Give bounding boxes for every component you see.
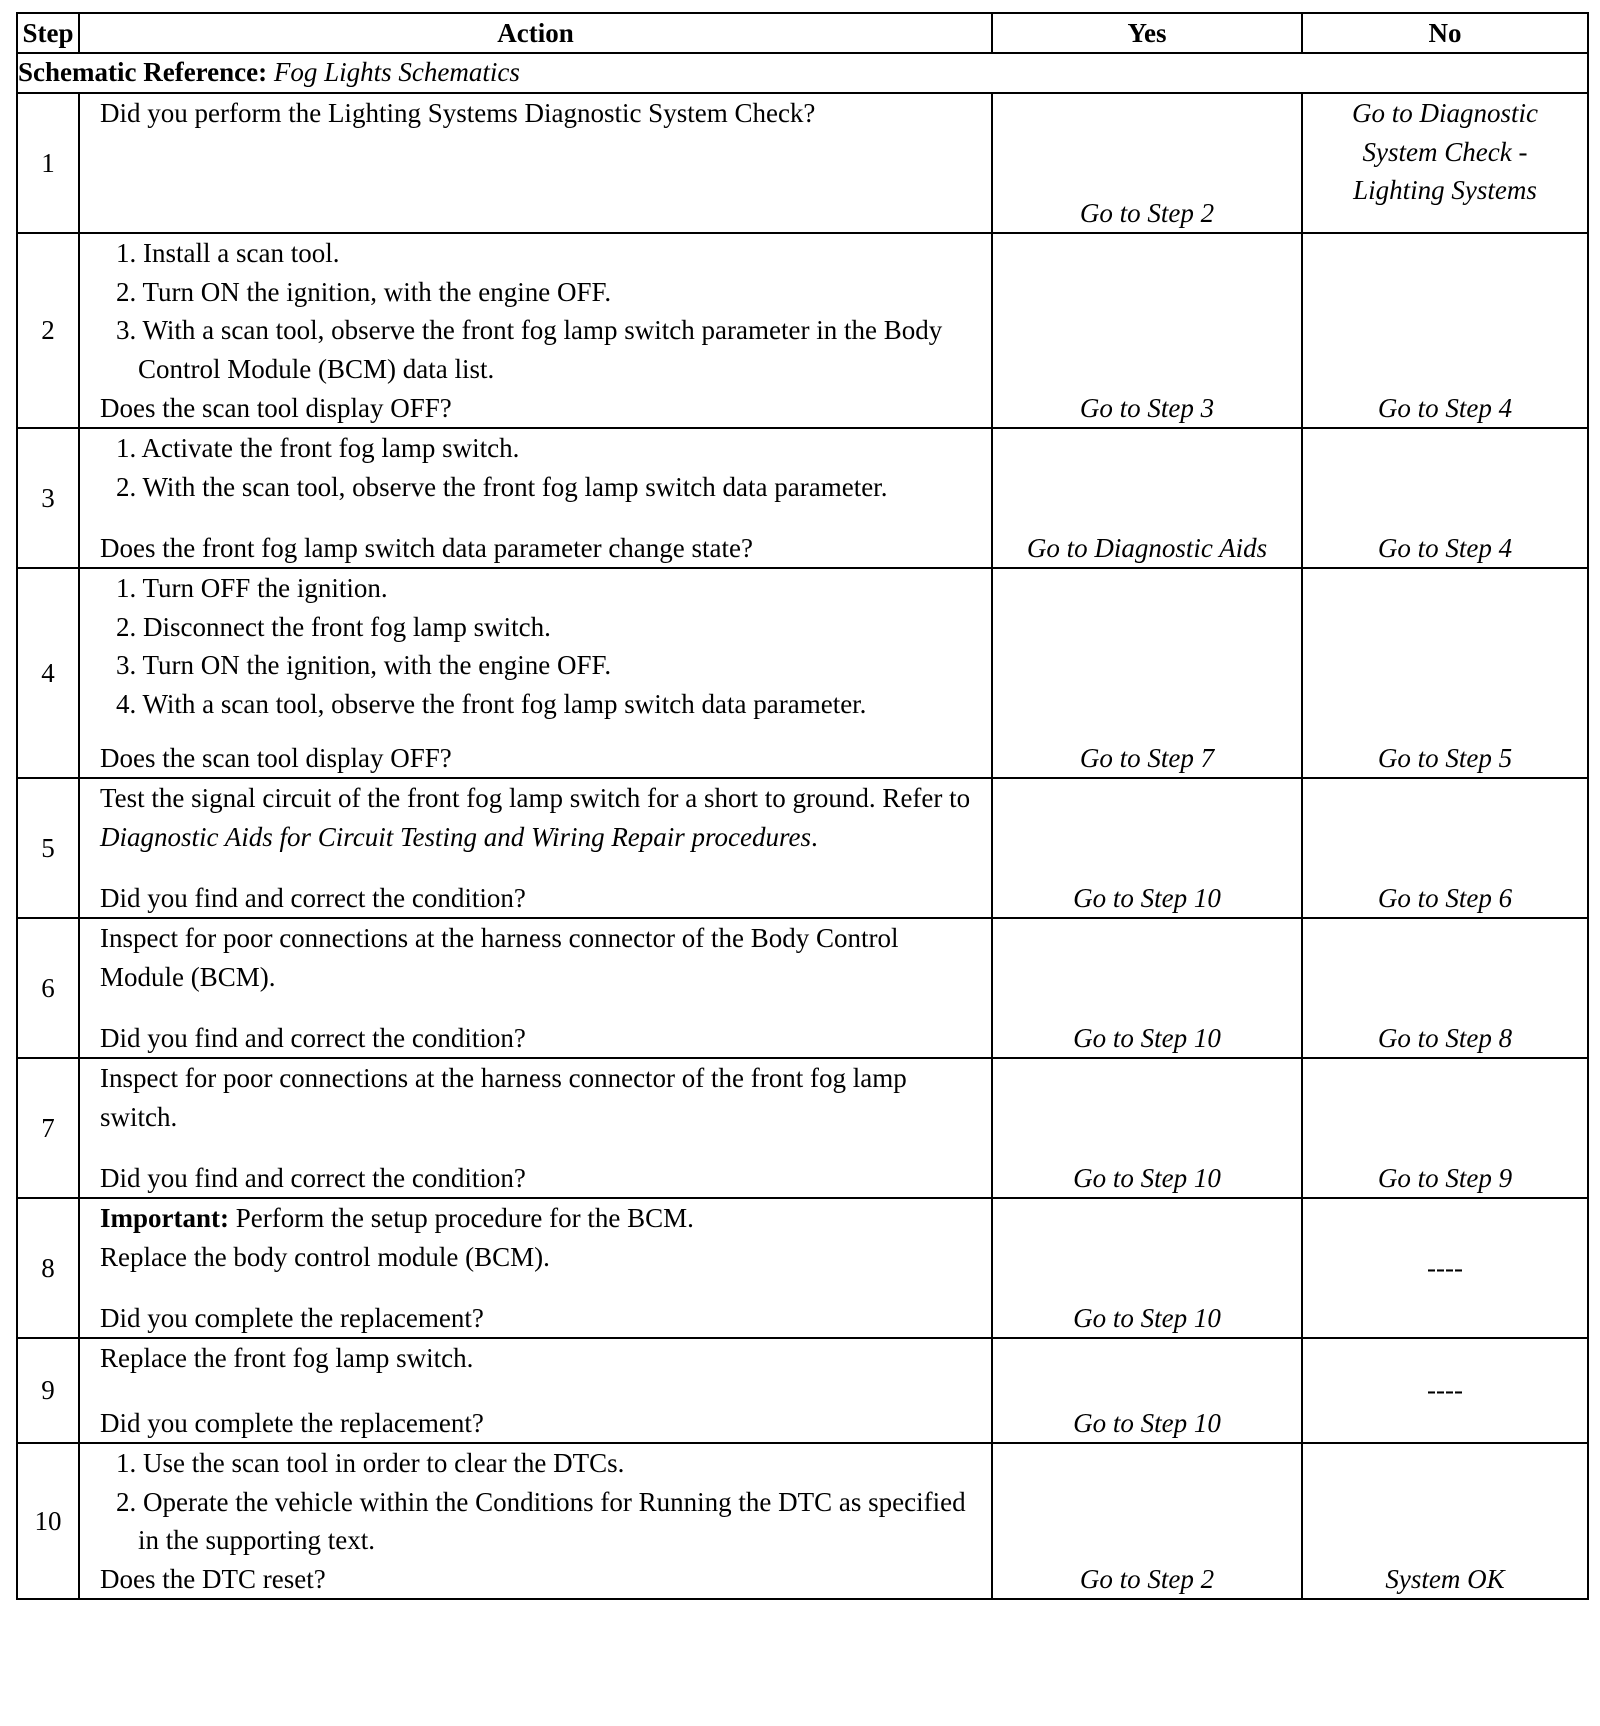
important-label: Important: [100, 1203, 229, 1233]
no-outcome: ---- [1302, 1198, 1588, 1338]
action-cell [79, 1443, 992, 1599]
action-text: Replace the body control module (BCM). [100, 1241, 550, 1272]
action-question: Did you find and correct the condition? [100, 1162, 526, 1193]
table-row [17, 778, 1588, 918]
schematic-reference-link[interactable]: Fog Lights Schematics [273, 57, 520, 87]
no-outcome[interactable] [1302, 93, 1588, 233]
action-question: Did you complete the replacement? [100, 1302, 484, 1333]
action-text [100, 779, 981, 856]
yes-outcome[interactable]: Go to Step 7 [992, 568, 1302, 778]
yes-outcome[interactable]: Go to Step 10 [992, 1058, 1302, 1198]
diagnostic-aids-link[interactable]: Diagnostic Aids for Circuit Testing and Wiring Repair procedures [100, 821, 812, 852]
table-row [17, 1443, 1588, 1599]
step-number: 3 [17, 428, 79, 568]
yes-outcome[interactable]: Go to Step 2 [992, 1443, 1302, 1599]
action-list-item: 4. With a scan tool, observe the front fog lamp switch data parameter. [116, 688, 867, 719]
action-text: Inspect for poor connections at the harness connector of the Body Control Module (BCM). [100, 923, 899, 992]
action-text-part: . [811, 821, 818, 852]
no-outcome[interactable]: System OK [1302, 1443, 1588, 1599]
step-number: 8 [17, 1198, 79, 1338]
action-list-item: 1. Use the scan tool in order to clear the DTCs. [116, 1448, 625, 1478]
yes-outcome[interactable]: Go to Step 2 [992, 93, 1302, 233]
action-list-item: 3. With a scan tool, observe the front fog lamp switch parameter in the Body Control Module (BCM) data list. [116, 315, 943, 384]
no-outcome[interactable]: Go to Step 9 [1302, 1058, 1588, 1198]
action-question: Did you find and correct the condition? [100, 1022, 526, 1053]
table-row [17, 918, 1588, 1058]
action-cell [79, 1198, 992, 1338]
table-row [17, 233, 1588, 428]
schematic-reference-row [17, 53, 1588, 93]
action-question: Does the front fog lamp switch data parameter change state? [100, 532, 753, 563]
no-outcome[interactable]: Go to Step 6 [1302, 778, 1588, 918]
step-number: 1 [17, 93, 79, 233]
step-number: 4 [17, 568, 79, 778]
header-step: Step [17, 13, 79, 53]
action-text: Inspect for poor connections at the harness connector of the front fog lamp switch. [100, 1063, 907, 1132]
important-note [100, 1199, 981, 1238]
step-number: 2 [17, 233, 79, 428]
yes-outcome[interactable]: Go to Diagnostic Aids [992, 428, 1302, 568]
schematic-reference [17, 53, 1588, 93]
table-row [17, 1198, 1588, 1338]
action-cell [79, 1058, 992, 1198]
header-row [17, 13, 1588, 53]
no-outcome-line: Go to Diagnostic [1352, 98, 1538, 128]
header-no: No [1302, 13, 1588, 53]
action-cell [79, 233, 992, 428]
no-outcome-line: Lighting Systems [1353, 175, 1537, 205]
header-action: Action [79, 13, 992, 53]
action-cell [79, 428, 992, 568]
action-text-part: Test the signal circuit of the front fog lamp switch for a short to ground. Refer to [100, 783, 971, 813]
yes-outcome[interactable]: Go to Step 3 [992, 233, 1302, 428]
action-cell [79, 93, 992, 233]
action-question: Does the DTC reset? [100, 1563, 326, 1594]
yes-outcome[interactable]: Go to Step 10 [992, 918, 1302, 1058]
action-cell [79, 918, 992, 1058]
important-text: Perform the setup procedure for the BCM. [229, 1203, 694, 1233]
no-outcome[interactable]: Go to Step 5 [1302, 568, 1588, 778]
header-yes: Yes [992, 13, 1302, 53]
step-number: 9 [17, 1338, 79, 1443]
action-question: Did you find and correct the condition? [100, 882, 526, 913]
no-outcome[interactable]: Go to Step 4 [1302, 428, 1588, 568]
action-cell [79, 1338, 992, 1443]
no-outcome[interactable]: Go to Step 4 [1302, 233, 1588, 428]
table-row [17, 568, 1588, 778]
action-question: Does the scan tool display OFF? [100, 392, 452, 423]
action-cell [79, 568, 992, 778]
step-number: 7 [17, 1058, 79, 1198]
yes-outcome[interactable]: Go to Step 10 [992, 1338, 1302, 1443]
step-number: 5 [17, 778, 79, 918]
diagnostic-table [16, 12, 1589, 1600]
action-list-item: 1. Activate the front fog lamp switch. [116, 433, 520, 463]
yes-outcome[interactable]: Go to Step 10 [992, 1198, 1302, 1338]
table-row [17, 1338, 1588, 1443]
action-text: Replace the front fog lamp switch. [100, 1343, 474, 1373]
step-number: 10 [17, 1443, 79, 1599]
step-number: 6 [17, 918, 79, 1058]
schematic-reference-label: Schematic Reference: [18, 57, 268, 87]
action-list-item: 3. Turn ON the ignition, with the engine OFF. [116, 650, 612, 680]
action-list-item: 2. Turn ON the ignition, with the engine OFF. [116, 276, 612, 307]
action-question: Does the scan tool display OFF? [100, 742, 452, 773]
table-row [17, 93, 1588, 233]
table-row [17, 428, 1588, 568]
action-list-item: 2. With the scan tool, observe the front fog lamp switch data parameter. [116, 471, 888, 502]
action-list-item: 1. Install a scan tool. [116, 238, 340, 268]
table-row [17, 1058, 1588, 1198]
no-outcome: ---- [1302, 1338, 1588, 1443]
action-list-item: 1. Turn OFF the ignition. [116, 573, 388, 603]
action-cell [79, 778, 992, 918]
action-list-item: 2. Disconnect the front fog lamp switch. [116, 611, 551, 642]
action-question: Did you perform the Lighting Systems Diagnostic System Check? [100, 98, 816, 128]
yes-outcome[interactable]: Go to Step 10 [992, 778, 1302, 918]
no-outcome-line: System Check - [1362, 136, 1528, 167]
action-list-item: 2. Operate the vehicle within the Conditions for Running the DTC as specified in the supporting text. [116, 1486, 966, 1555]
action-question: Did you complete the replacement? [100, 1407, 484, 1438]
no-outcome[interactable]: Go to Step 8 [1302, 918, 1588, 1058]
